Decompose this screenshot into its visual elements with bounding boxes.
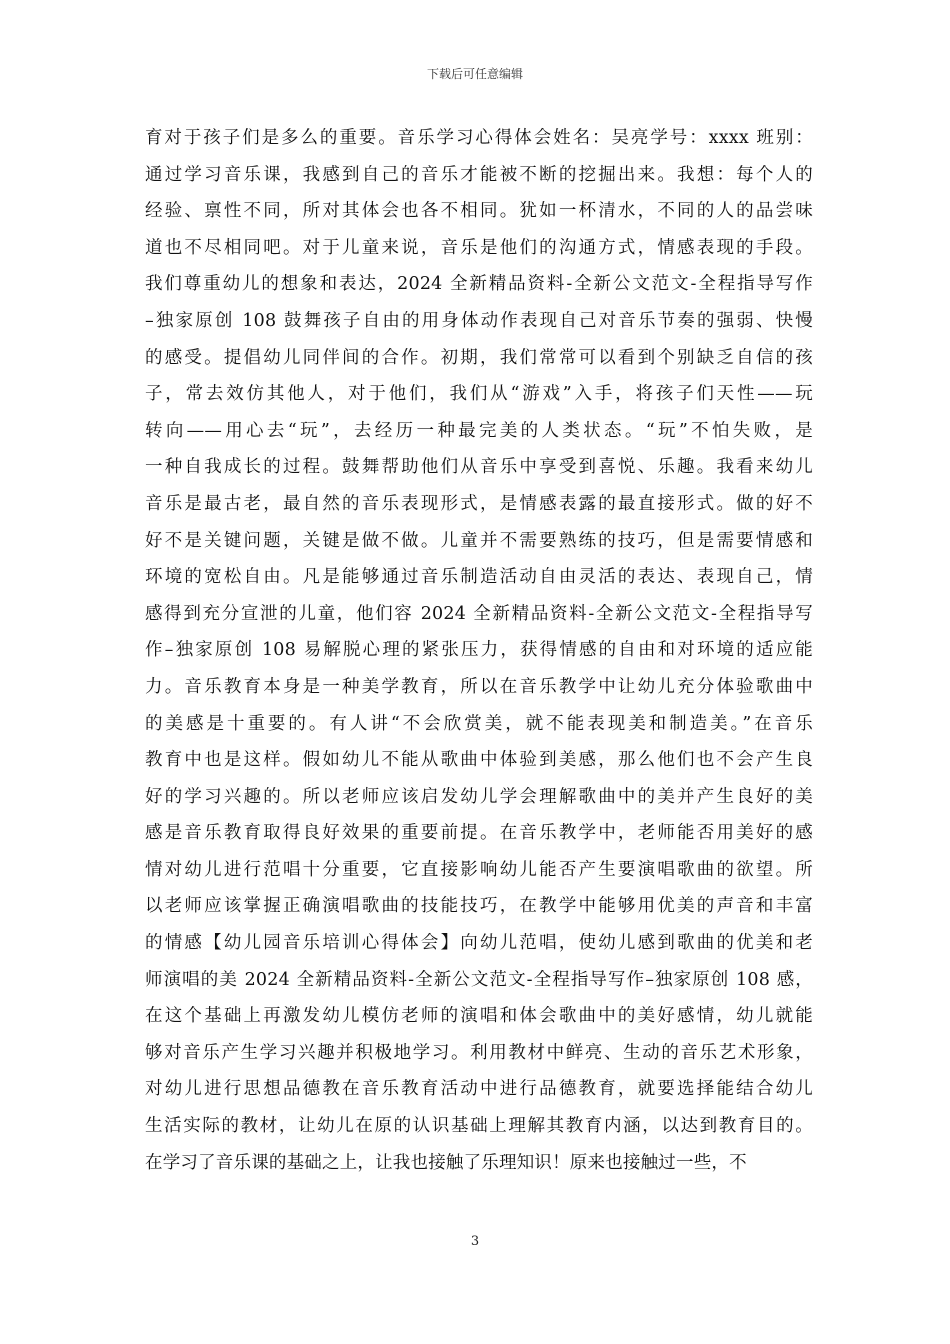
text-line: 好不是关键问题，关键是做不做。儿童并不需要熟练的技巧，但是需要情感和 <box>145 530 813 551</box>
text-line: 音乐是最古老，最自然的音乐表现形式，是情感表露的最直接形式。做的好不 <box>145 493 813 514</box>
text-line: 教育中也是这样。假如幼儿不能从歌曲中体验到美感，那么他们也不会产生良 <box>145 750 813 771</box>
text-line: –独家原创 108 鼓舞孩子自由的用身体动作表现自己对音乐节奏的强弱、快慢 <box>145 310 813 331</box>
page-header: 下载后可任意编辑 <box>426 67 523 81</box>
text-line: 感得到充分宣泄的儿童，他们容 2024 全新精品资料-全新公文范文-全程指导写 <box>145 603 813 624</box>
page-number: 3 <box>470 1234 480 1249</box>
text-line: 一种自我成长的过程。鼓舞帮助他们从音乐中享受到喜悦、乐趣。我看来幼儿 <box>145 457 813 478</box>
text-line: 育对于孩子们是多么的重要。音乐学习心得体会姓名：吴亮学号：xxxx 班别： <box>145 128 813 148</box>
text-line: 在这个基础上再激发幼儿模仿老师的演唱和体会歌曲中的美好感情，幼儿就能 <box>145 1006 813 1027</box>
text-line: 的情感【幼儿园音乐培训心得体会】向幼儿范唱，使幼儿感到歌曲的优美和老 <box>145 933 813 954</box>
text-line: 通过学习音乐课，我感到自己的音乐才能被不断的挖掘出来。我想：每个人的 <box>145 164 813 185</box>
text-line: 的美感是十重要的。有人讲“不会欣赏美，就不能表现美和制造美。”在音乐 <box>145 713 813 734</box>
text-line: 在学习了音乐课的基础之上，让我也接触了乐理知识！原来也接触过一些，不 <box>145 1152 747 1173</box>
text-line: 师演唱的美 2024 全新精品资料-全新公文范文-全程指导写作–独家原创 108 感， <box>145 969 813 990</box>
text-line: 感是音乐教育取得良好效果的重要前提。在音乐教学中，老师能否用美好的感 <box>145 823 813 844</box>
text-line: 作–独家原创 108 易解脱心理的紧张压力，获得情感的自由和对环境的适应能 <box>145 640 813 661</box>
body-text <box>145 120 813 1181</box>
text-line: 环境的宽松自由。凡是能够通过音乐制造活动自由灵活的表达、表现自己，情 <box>145 567 813 588</box>
text-line: 我们尊重幼儿的想象和表达，2024 全新精品资料-全新公文范文-全程指导写作 <box>145 274 813 295</box>
text-line: 转向——用心去“玩”，去经历一种最完美的人类状态。“玩”不怕失败，是 <box>145 420 813 441</box>
text-line: 经验、禀性不同，所对其体会也各不相同。犹如一杯清水，不同的人的品尝味 <box>145 201 813 222</box>
text-line: 够对音乐产生学习兴趣并积极地学习。利用教材中鲜亮、生动的音乐艺术形象， <box>145 1042 813 1063</box>
text-line: 生活实际的教材，让幼儿在原的认识基础上理解其教育内涵，以达到教育目的。 <box>145 1116 813 1137</box>
text-line: 的感受。提倡幼儿同伴间的合作。初期，我们常常可以看到个别缺乏自信的孩 <box>145 347 813 368</box>
text-line: 以老师应该掌握正确演唱歌曲的技能技巧，在教学中能够用优美的声音和丰富 <box>145 896 813 917</box>
text-line: 对幼儿进行思想品德教在音乐教育活动中进行品德教育，就要选择能结合幼儿 <box>145 1079 813 1100</box>
text-line: 道也不尽相同吧。对于儿童来说，音乐是他们的沟通方式，情感表现的手段。 <box>145 237 813 258</box>
text-line: 好的学习兴趣的。所以老师应该启发幼儿学会理解歌曲中的美并产生良好的美 <box>145 786 813 807</box>
text-line: 子，常去效仿其他人，对于他们，我们从“游戏”入手，将孩子们天性——玩 <box>145 384 813 405</box>
text-line: 力。音乐教育本身是一种美学教育，所以在音乐教学中让幼儿充分体验歌曲中 <box>145 676 813 697</box>
text-line: 情对幼儿进行范唱十分重要，它直接影响幼儿能否产生要演唱歌曲的欲望。所 <box>145 859 813 880</box>
